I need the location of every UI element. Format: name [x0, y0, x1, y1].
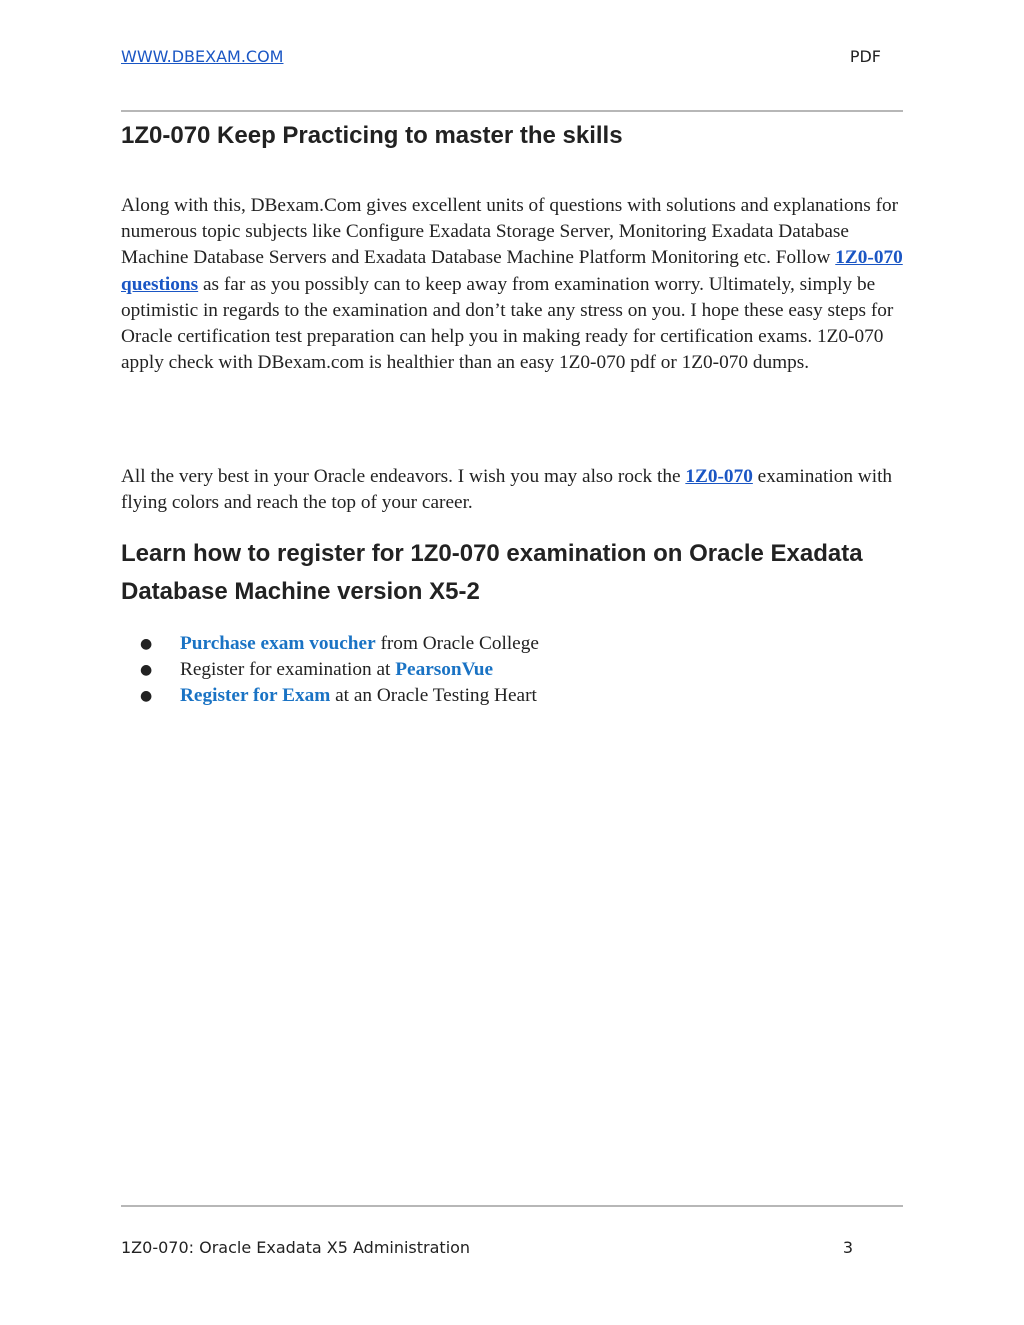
pearsonvue-link[interactable]: PearsonVue: [395, 659, 494, 681]
paragraph-text: as far as you possibly can to keep away from examination worry. Ultimately, simply be optimistic in regards to the examination and don’t take any stress on you. I hope these easy steps for Oracle certification test preparation can help you in making ready for certification exams. 1Z0-070 apply check with DBexam.com is healthier than an easy 1Z0-070 pdf or 1Z0-070 dumps.: [121, 273, 894, 374]
questions-link[interactable]: 1Z0-070 questions: [121, 247, 903, 295]
list-item-text: Register for examination at: [180, 659, 396, 681]
purchase-voucher-link[interactable]: Purchase exam voucher: [180, 633, 376, 654]
page-number: 3: [842, 1238, 853, 1257]
list-item-text: from Oracle College: [375, 633, 539, 654]
format-label: PDF: [849, 47, 881, 66]
list-item: [121, 631, 881, 657]
bullet-icon: ●: [140, 636, 153, 652]
register-exam-link[interactable]: Register for Exam: [180, 685, 331, 707]
footer-title: 1Z0-070: Oracle Exadata X5 Administration: [121, 1238, 471, 1257]
paragraph-text: Along with this, DBexam.Com gives excellent units of questions with solutions and explanations for numerous topic subjects like Configure Exadata Storage Server, Monitoring Exadata Database Machine Database Servers and Exadata Database Machine Platform Monitoring etc. Follow: [121, 195, 899, 269]
body-paragraph-1: [121, 193, 906, 376]
list-item: [121, 683, 881, 709]
list-item: [121, 657, 881, 683]
paragraph-text: All the very best in your Oracle endeavors. I wish you may also rock the: [121, 466, 686, 487]
site-link[interactable]: WWW.DBEXAM.COM: [121, 47, 284, 66]
exam-link[interactable]: 1Z0-070: [685, 466, 753, 487]
page-footer: [121, 1238, 853, 1262]
page-header: [121, 47, 881, 69]
body-paragraph-2: [121, 464, 906, 516]
footer-divider: [121, 1205, 903, 1207]
list-item-text: at an Oracle Testing Heart: [330, 685, 537, 707]
bullet-icon: ●: [140, 662, 153, 679]
header-divider: [121, 110, 903, 112]
section-heading-register: Learn how to register for 1Z0-070 examination on Oracle Exadata Database Machine version X5-2: [121, 540, 863, 605]
bullet-icon: ●: [140, 688, 153, 705]
registration-steps-list: [121, 631, 881, 710]
section-heading-practice: 1Z0-070 Keep Practicing to master the skills: [121, 122, 623, 149]
paragraph-text: examination with flying colors and reach the top of your career.: [121, 466, 893, 514]
